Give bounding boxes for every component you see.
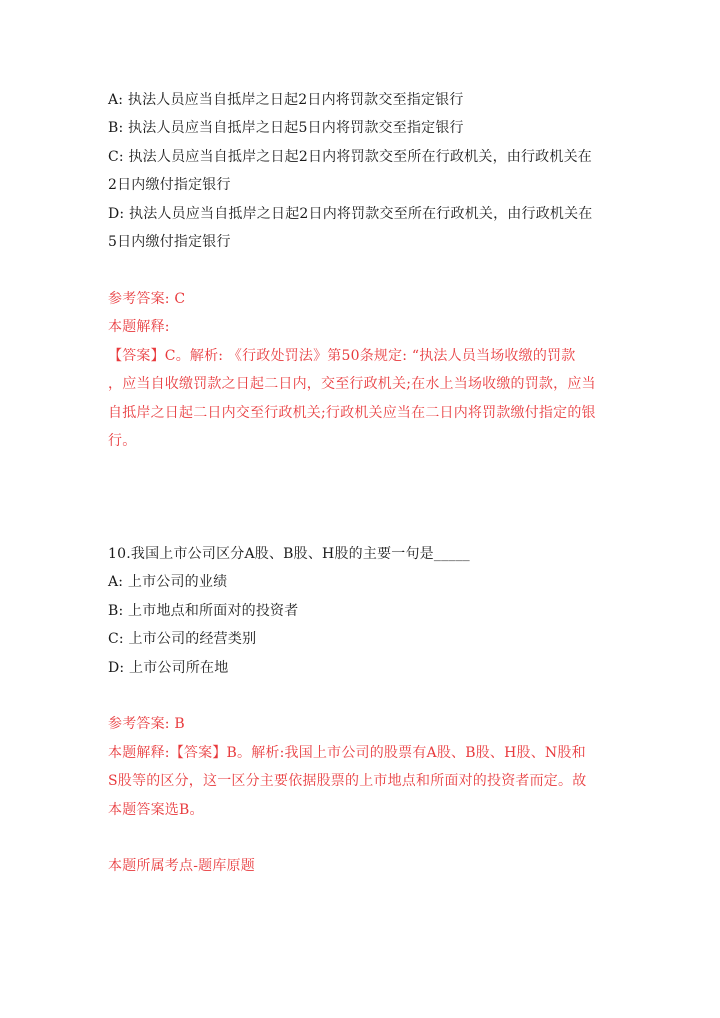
q10-question: 10.我国上市公司区分A股、B股、H股的主要一句是_____: [108, 546, 470, 562]
q10-explanation-line: S股等的区分，这一区分主要依据股票的上市地点和所面对的投资者而定。故: [108, 773, 587, 789]
q10-option-b: B: 上市地点和所面对的投资者: [108, 603, 299, 619]
q9-explanation-line: 【答案】C。解析: 《行政处罚法》第50条规定: “执法人员当场收缴的罚款: [108, 348, 576, 364]
q9-option-c-line1: C: 执法人员应当自抵岸之日起2日内将罚款交至所在行政机关，由行政机关在: [108, 149, 592, 165]
question-category: 本题所属考点-题库原题: [108, 858, 255, 874]
q9-option-a: A: 执法人员应当自抵岸之日起2日内将罚款交至指定银行: [108, 92, 464, 108]
q9-explanation-line: 自抵岸之日起二日内交至行政机关;行政机关应当在二日内将罚款缴付指定的银: [108, 405, 596, 421]
q10-option-d: D: 上市公司所在地: [108, 660, 229, 676]
q9-option-b: B: 执法人员应当自抵岸之日起5日内将罚款交至指定银行: [108, 120, 464, 136]
q10-explanation-line: 本题答案选B。: [108, 802, 204, 818]
q10-option-a: A: 上市公司的业绩: [108, 574, 228, 590]
q10-option-c: C: 上市公司的经营类别: [108, 631, 257, 647]
q9-option-c-line2: 2日内缴付指定银行: [108, 177, 231, 193]
q9-explanation-line: ，应当自收缴罚款之日起二日内，交至行政机关;在水上当场收缴的罚款，应当: [108, 376, 596, 392]
q10-explanation-line: 本题解释:【答案】B。解析:我国上市公司的股票有A股、B股、H股、N股和: [108, 745, 586, 761]
q10-answer: 参考答案: B: [108, 716, 185, 732]
q9-answer: 参考答案: C: [108, 291, 186, 307]
q9-option-d-line1: D: 执法人员应当自抵岸之日起2日内将罚款交至所在行政机关，由行政机关在: [108, 206, 593, 222]
q9-explanation-label: 本题解释:: [108, 319, 170, 335]
q9-explanation-line: 行。: [108, 433, 137, 449]
q9-option-d-line2: 5日内缴付指定银行: [108, 234, 231, 250]
